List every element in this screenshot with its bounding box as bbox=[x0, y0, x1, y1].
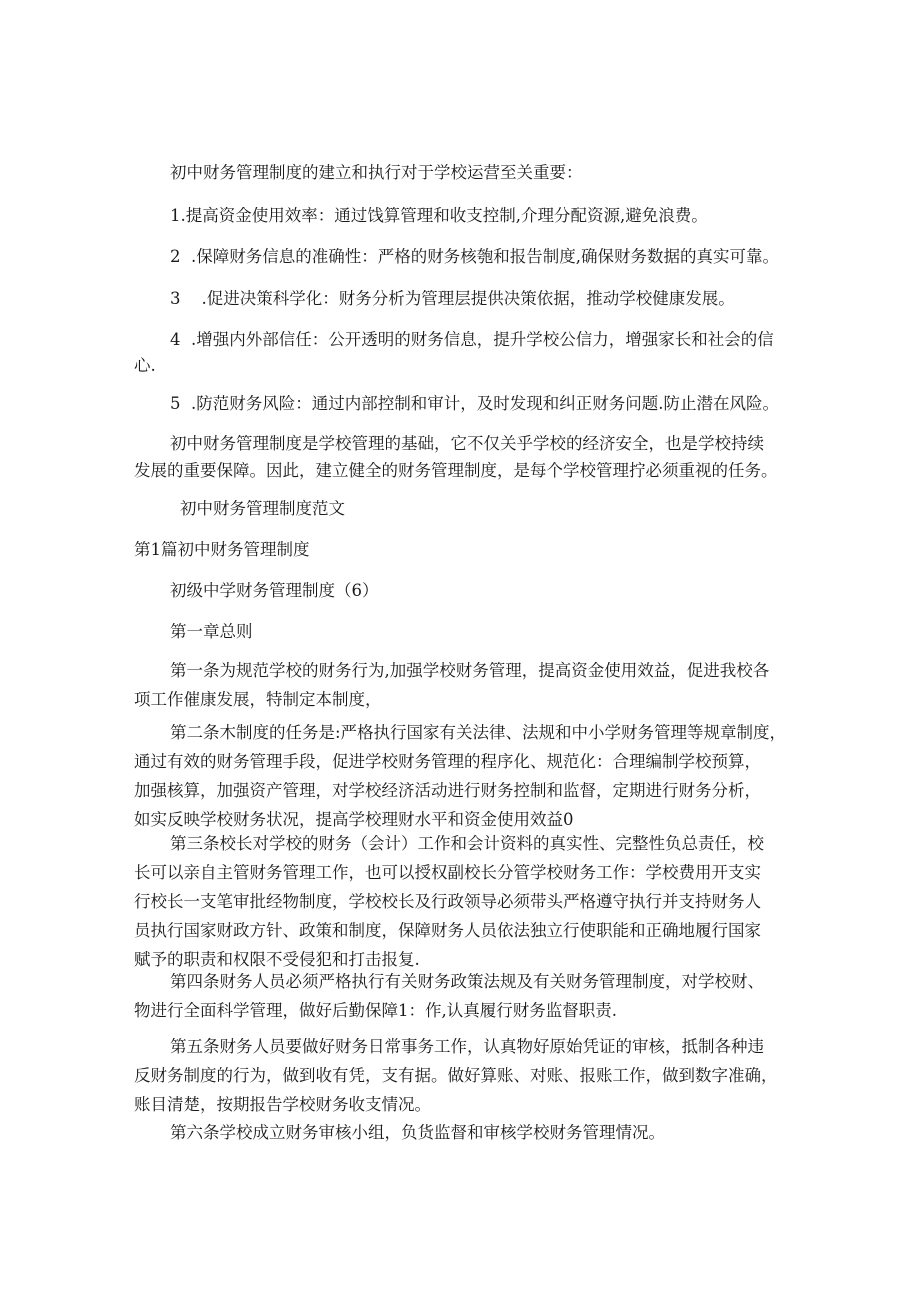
list-item-text: 提高资金使用效率：通过饯算管理和收支控制,介理分配资源,避免浪费。 bbox=[185, 206, 708, 225]
list-item-number: 2 . bbox=[170, 247, 197, 266]
paragraph-line: 项工作催康发展，特制定本制度， bbox=[134, 690, 382, 709]
paragraph-line: 赋予的职责和权限不受侵犯和打击报复. bbox=[134, 950, 420, 969]
article-paragraph bbox=[134, 1118, 794, 1147]
paragraph-line: 长可以亲自主管财务管理工作，也可以授权副校长分管学校财务工作：学校费用开支实 bbox=[134, 863, 761, 882]
paragraph-line: 第二条木制度的任务是:严格执行国家有关法律、法规和中小学财务管理等规章制度， bbox=[170, 723, 787, 742]
chapter-heading: 第一章总则 bbox=[170, 622, 253, 641]
list-item-text: 防范财务风险：通过内部控制和审计，及时发现和纠正财务问题.防止潜在风险。 bbox=[196, 394, 779, 413]
summary-line: 初中财务管理制度是学校管理的基础，它不仅关乎学校的经济安全，也是学校持续 bbox=[170, 434, 764, 453]
summary-line: 发展的重要保障。因此，建立健全的财务管理制度，是每个学校管理拧必须重视的任务。 bbox=[134, 461, 778, 480]
section-title: 初中财务管理制度范文 bbox=[180, 499, 345, 518]
paragraph-line: 员执行国家财政方针、政策和制度，保障财务人员依法独立行使职能和正确地履行国家 bbox=[134, 921, 761, 940]
doc-title: 初级中学财务管理制度（6） bbox=[170, 581, 379, 600]
paragraph-line: 如实反映学校财务状况，提高学校理财水平和资金使用效益0 bbox=[134, 810, 574, 829]
article-paragraph bbox=[134, 967, 794, 1025]
paragraph-line: 物进行全面科学管理，做好后勤保障1：作,认真履行财务监督职责. bbox=[134, 1001, 617, 1020]
paragraph-line: 第五条财务人员要做好财务日常事务工作，认真物好原始凭证的审核，抵制各种违 bbox=[170, 1037, 764, 1056]
list-item-text: 促进决策科学化：财务分析为管理层提供决策依据，推动学校健康发展。 bbox=[206, 289, 735, 308]
article-paragraph bbox=[134, 718, 794, 834]
paragraph-line: 第四条财务人员必须严格执行有关财务政策法规及有关财务管理制度，对学校财、 bbox=[170, 972, 764, 991]
list-item-number: 1. bbox=[170, 206, 186, 225]
list-item-number: 4 . bbox=[170, 330, 197, 349]
list-item bbox=[170, 201, 708, 230]
list-item bbox=[170, 242, 779, 271]
paragraph-line: 账目清楚，按期报告学校财务收支情况。 bbox=[134, 1095, 431, 1114]
list-item bbox=[170, 389, 779, 418]
intro-paragraph: 初中财务管理制度的建立和执行对于学校运营至关重要： bbox=[170, 163, 583, 182]
article-heading: 第1篇初中财务管理制度 bbox=[134, 540, 310, 559]
list-item-number: 5 . bbox=[170, 394, 197, 413]
paragraph-line: 通过有效的财务管理手段，促进学校财务管理的程序化、规范化：合理编制学校预算， bbox=[134, 752, 761, 771]
list-item bbox=[170, 284, 735, 313]
list-item-number: 3 . bbox=[170, 289, 207, 308]
article-paragraph bbox=[134, 829, 794, 974]
article-paragraph bbox=[134, 656, 794, 714]
article-paragraph bbox=[134, 1032, 794, 1119]
paragraph-line: 第一条为规范学校的财务行为,加强学校财务管理，提高资金使用效益，促进我校各 bbox=[170, 661, 770, 680]
paragraph-line: 行校长一支笔审批经物制度，学校校长及行政领导必须带头严格遵守执行并支持财务人 bbox=[134, 892, 761, 911]
paragraph-line: 第六条学校成立财务审核小组，负货监督和审核学校财务管理情况。 bbox=[170, 1123, 665, 1142]
paragraph-line: 加强核算，加强资产管理，对学校经济活动进行财务控制和监督，定期进行财务分析， bbox=[134, 781, 761, 800]
list-item bbox=[170, 325, 774, 354]
paragraph-line: 第三条校长对学校的财务（会计）工作和会计资料的真实性、完整性负总责任，校 bbox=[170, 834, 764, 853]
list-item-text: 保障财务信息的准确性：严格的财务核匏和报告制度,确保财务数据的真实可靠。 bbox=[196, 247, 779, 266]
paragraph-line: 反财务制度的行为，做到收有凭，支有据。做好算账、对账、报账工作，做到数字准确， bbox=[134, 1066, 778, 1085]
list-item-text: 增强内外部信任：公开透明的财务信息，提升学校公信力，增强家长和社会的信 bbox=[196, 330, 774, 349]
list-item-continuation: 心. bbox=[134, 356, 156, 375]
